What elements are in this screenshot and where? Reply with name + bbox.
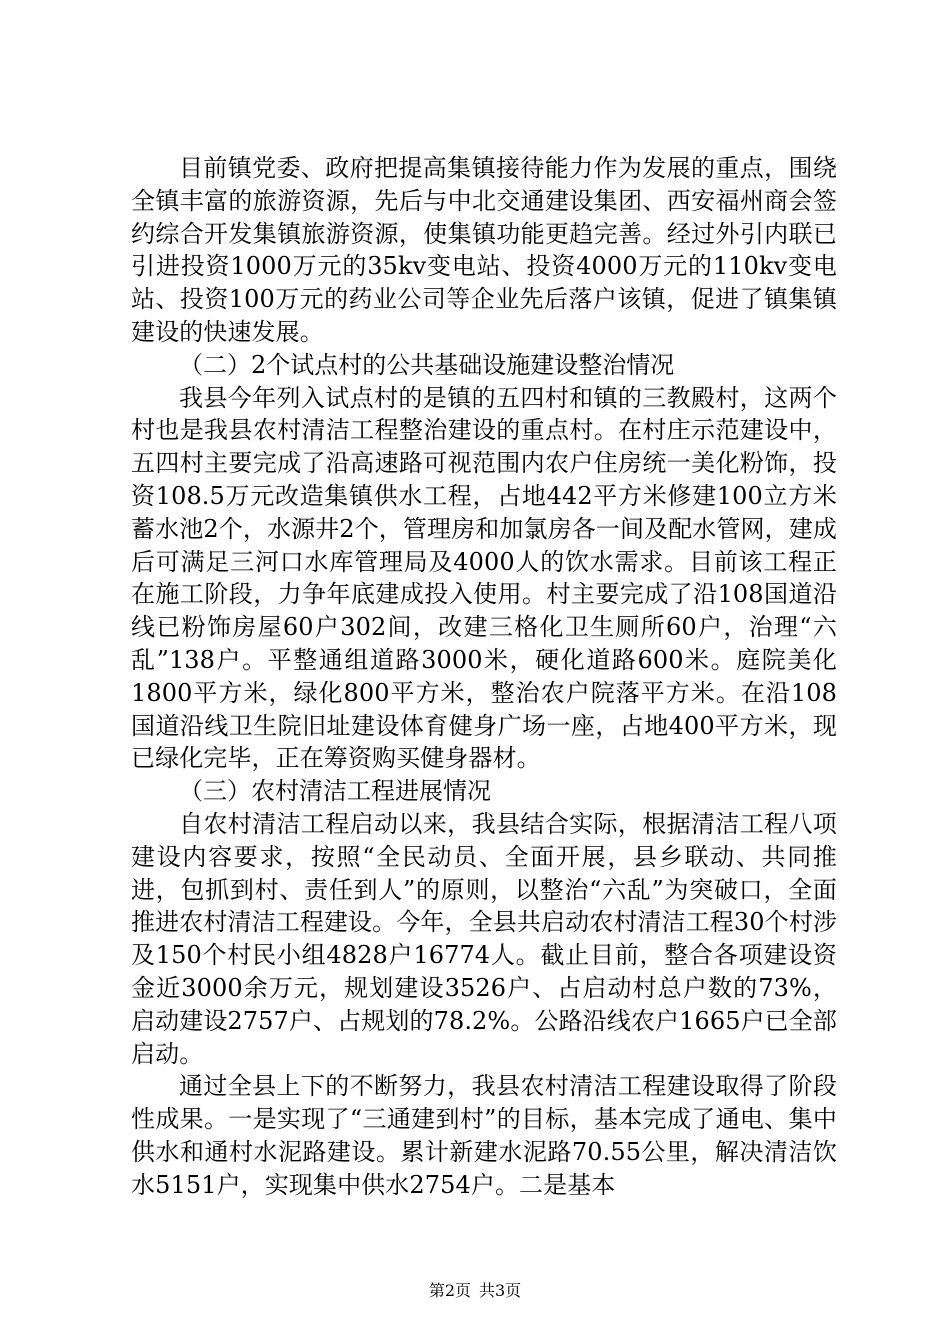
document-body xyxy=(131,152,837,1202)
section-heading-pilot-villages: （二）2个试点村的公共基础设施建设整治情况 xyxy=(179,350,675,379)
paragraph-town-development: 目前镇党委、政府把提高集镇接待能力作为发展的重点，围绕全镇丰富的旅游资源，先后与中北交通建设集团、西安福州商会签约综合开发集镇旅游资源，使集镇功能更趋完善。经过外引内联已引进投资1000万元的35kv变电站、投资4000万元的110kv变电站、投资100万元的药业公司等企业先后落户该镇，促进了镇集镇建设的快速发展。 xyxy=(131,154,837,346)
page-footer xyxy=(0,1281,950,1301)
page-total: 共3页 xyxy=(479,1281,522,1300)
page-number: 第2页 xyxy=(428,1281,471,1300)
paragraph-achievements: 通过全县上下的不断努力，我县农村清洁工程建设取得了阶段性成果。一是实现了“三通建到村”的目标，基本完成了通电、集中供水和通村水泥路建设。累计新建水泥路70.55公里，解决清洁饮水5151户，实现集中供水2754户。二是基本 xyxy=(131,1072,837,1199)
paragraph-pilot-villages: 我县今年列入试点村的是镇的五四村和镇的三教殿村，这两个村也是我县农村清洁工程整治建设的重点村。在村庄示范建设中，五四村主要完成了沿高速路可视范围内农户住房统一美化粉饰，投资108.5万元改造集镇供水工程，占地442平方米修建100立方米蓄水池2个，水源井2个，管理房和加氯房各一间及配水管网，建成后可满足三河口水库管理局及4000人的饮水需求。目前该工程正在施工阶段，力争年底建成投入使用。村主要完成了沿108国道沿线已粉饰房屋60户302间，改建三格化卫生厕所60户，治理“六乱”138户。平整通组道路3000米，硬化道路600米。庭院美化1800平方米，绿化800平方米，整治农户院落平方米。在沿108国道沿线卫生院旧址建设体育健身广场一座，占地400平方米，现已绿化完毕，正在筹资购买健身器材。 xyxy=(131,383,837,773)
paragraph-clean-project-progress: 自农村清洁工程启动以来，我县结合实际，根据清洁工程八项建设内容要求，按照“全民动员、全面开展，县乡联动、共同推进，包抓到村、责任到人”的原则，以整治“六乱”为突破口，全面推进农村清洁工程建设。今年，全县共启动农村清洁工程30个村涉及150个村民小组4828户16774人。截止目前，整合各项建设资金近3000余万元，规划建设3526户、占启动村总户数的73%，启动建设2757户、占规划的78.2%。公路沿线农户1665户已全部启动。 xyxy=(131,809,837,1068)
section-heading-clean-project: （三）农村清洁工程进展情况 xyxy=(179,777,491,806)
